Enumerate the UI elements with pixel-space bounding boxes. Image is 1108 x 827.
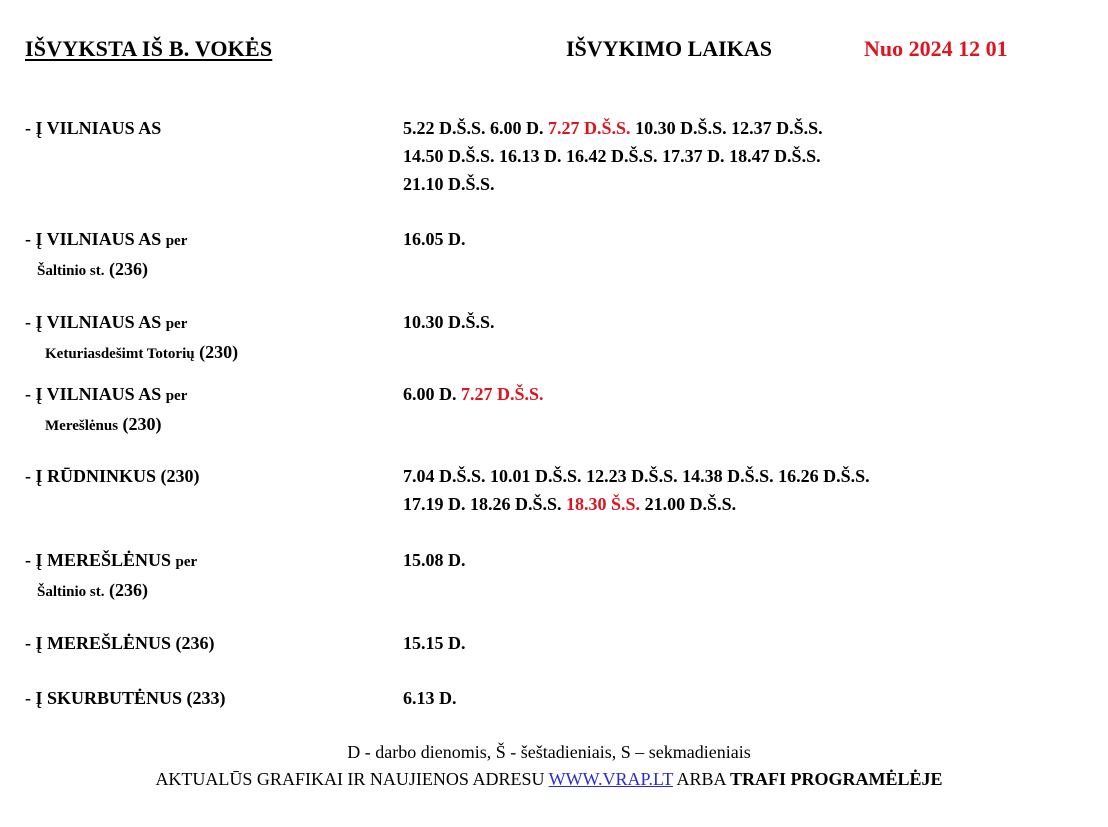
footer-app-name: TRAFI PROGRAMĖLĖJE bbox=[730, 769, 943, 789]
departure-time: 12.37 D.Š.S. bbox=[731, 118, 823, 138]
route-times bbox=[403, 308, 1003, 336]
footer-text bbox=[0, 769, 1098, 790]
departure-time: 14.38 D.Š.S. bbox=[682, 466, 774, 486]
route-times bbox=[403, 114, 1003, 198]
departure-time: 17.37 D. bbox=[662, 146, 725, 166]
header-valid-from-date: Nuo 2024 12 01 bbox=[864, 36, 1008, 61]
route-label bbox=[25, 546, 197, 606]
route-name: - Į RŪDNINKUS (230) bbox=[25, 466, 200, 486]
route-label bbox=[25, 629, 215, 657]
departure-time: 17.19 D. bbox=[403, 494, 466, 514]
route-via-line bbox=[25, 338, 238, 368]
departure-time: 18.26 D.Š.S. bbox=[470, 494, 562, 514]
website-link[interactable]: WWW.VRAP.LT bbox=[548, 769, 673, 789]
route-name: - Į VILNIAUS AS bbox=[25, 229, 162, 249]
legend-text: D - darbo dienomis, Š - šeštadieniais, S – sekmadieniais bbox=[347, 742, 751, 762]
route-times bbox=[403, 684, 1003, 712]
departure-time: 18.47 D.Š.S. bbox=[729, 146, 821, 166]
route-times bbox=[403, 380, 1003, 408]
route-via-word: per bbox=[165, 233, 188, 249]
route-times bbox=[403, 225, 1003, 253]
departure-time: 10.01 D.Š.S. bbox=[490, 466, 582, 486]
departure-time: 16.26 D.Š.S. bbox=[778, 466, 870, 486]
route-label bbox=[25, 308, 238, 368]
route-via-word: per bbox=[175, 554, 198, 570]
route-via-line bbox=[25, 255, 187, 285]
departure-time: 14.50 D.Š.S. bbox=[403, 146, 495, 166]
departure-time: 16.13 D. bbox=[499, 146, 562, 166]
route-number: (236) bbox=[109, 259, 149, 279]
route-label bbox=[25, 684, 226, 712]
route-number: (230) bbox=[122, 414, 162, 434]
route-name: - Į VILNIAUS AS bbox=[25, 118, 162, 138]
departure-time: 6.13 D. bbox=[403, 688, 457, 708]
departure-time: 10.30 D.Š.S. bbox=[635, 118, 727, 138]
footer-prefix: AKTUALŪS GRAFIKAI IR NAUJIENOS ADRESU bbox=[155, 769, 545, 789]
departure-time: 6.00 D. bbox=[403, 384, 457, 404]
departure-time: 21.00 D.Š.S. bbox=[644, 494, 737, 514]
header-left-title: IŠVYKSTA IŠ B. VOKĖS bbox=[25, 36, 273, 61]
departure-time: 21.10 D.Š.S. bbox=[403, 174, 495, 194]
footer-middle: ARBA bbox=[676, 769, 726, 789]
header-departure-time-title: IŠVYKIMO LAIKAS bbox=[566, 36, 772, 61]
departure-time: 16.42 D.Š.S. bbox=[566, 146, 658, 166]
departure-time: 7.27 D.Š.S. bbox=[461, 384, 544, 404]
route-label bbox=[25, 114, 161, 142]
route-name: - Į MEREŠLĖNUS bbox=[25, 550, 172, 570]
route-via-place: Šaltinio st. bbox=[37, 263, 105, 279]
route-times bbox=[403, 462, 1003, 518]
route-via-word: per bbox=[165, 388, 188, 404]
departure-time: 5.22 D.Š.S. bbox=[403, 118, 486, 138]
route-number: (230) bbox=[199, 342, 239, 362]
route-via-place: Merešlėnus bbox=[45, 418, 119, 434]
departure-time: 18.30 Š.S. bbox=[566, 494, 641, 514]
route-label bbox=[25, 380, 187, 440]
departure-time: 15.08 D. bbox=[403, 550, 466, 570]
departure-time: 16.05 D. bbox=[403, 229, 466, 249]
route-via-place: Šaltinio st. bbox=[37, 584, 105, 600]
route-name: - Į VILNIAUS AS bbox=[25, 312, 162, 332]
route-via-line bbox=[25, 576, 197, 606]
route-name: - Į SKURBUTĖNUS (233) bbox=[25, 688, 226, 708]
route-name: - Į VILNIAUS AS bbox=[25, 384, 162, 404]
departure-time: 10.30 D.Š.S. bbox=[403, 312, 495, 332]
departure-time: 7.04 D.Š.S. bbox=[403, 466, 486, 486]
route-times bbox=[403, 629, 1003, 657]
route-times bbox=[403, 546, 1003, 574]
route-via-line bbox=[25, 410, 187, 440]
route-label bbox=[25, 225, 187, 285]
departure-time: 6.00 D. bbox=[490, 118, 544, 138]
route-via-place: Keturiasdešimt Totorių bbox=[45, 346, 195, 362]
departure-time: 7.27 D.Š.S. bbox=[548, 118, 631, 138]
route-name: - Į MEREŠLĖNUS (236) bbox=[25, 633, 215, 653]
departure-time: 12.23 D.Š.S. bbox=[586, 466, 678, 486]
route-number: (236) bbox=[109, 580, 149, 600]
departure-time: 15.15 D. bbox=[403, 633, 466, 653]
route-label bbox=[25, 462, 200, 490]
route-via-word: per bbox=[165, 316, 188, 332]
